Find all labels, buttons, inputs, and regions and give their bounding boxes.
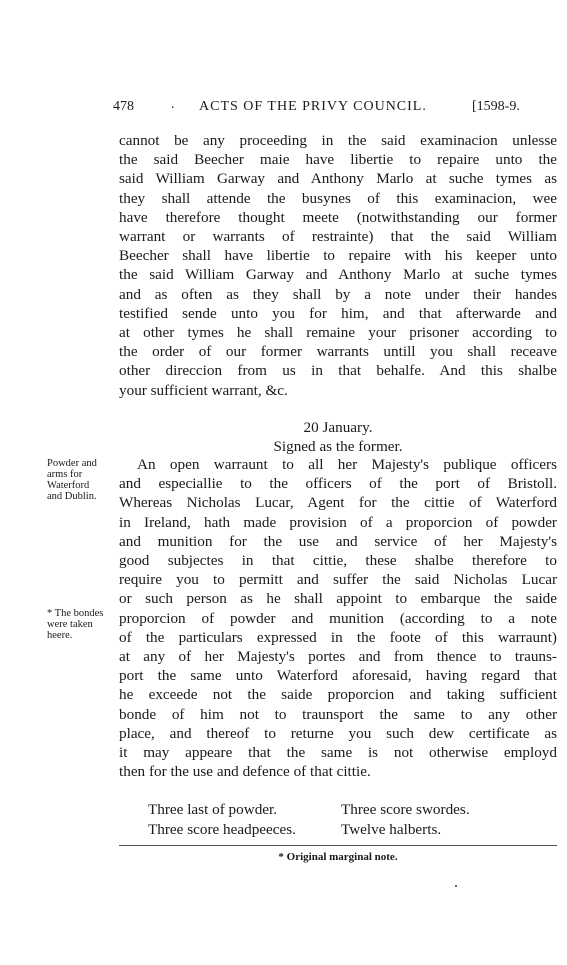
marginal-line: Powder and: [47, 458, 97, 469]
text-line: he exceede not the saide proporcion and taking sufficient: [119, 686, 557, 704]
text-line: port the same unto Waterford aforesaid, having regard that: [119, 667, 557, 685]
date-heading: 20 January.: [303, 419, 373, 436]
items-list: [148, 800, 548, 840]
text-line: Beecher shall have libertie to repaire with his keeper unto: [119, 247, 557, 265]
header-year: [1598-9.: [472, 99, 520, 114]
text-line: proporcion of powder and munition (according to a note: [119, 609, 557, 627]
text-line: other direccion from us in that behalfe. And this shalbe: [119, 362, 557, 380]
marginal-line: arms for: [47, 469, 83, 480]
signed-heading: Signed as the former.: [273, 438, 403, 455]
running-header: [113, 99, 558, 123]
text-line: it may appeare that the same is not otherwise employd: [119, 744, 557, 762]
footnote: * Original marginal note.: [278, 851, 398, 863]
marginal-line: heere.: [47, 630, 73, 641]
text-line: place, and thereof to returne you such dew certificate as: [119, 724, 557, 742]
text-line: and munition for the use and service of her Majesty's: [119, 532, 557, 550]
item: Twelve halberts.: [341, 821, 442, 838]
text-line: good subjectes in that cittie, these shalbe therefore to: [119, 552, 557, 570]
item: Three score headpeeces.: [148, 821, 296, 838]
item: Three score swordes.: [341, 801, 470, 818]
text-line: the said William Garway and Anthony Marlo at suche tymes: [119, 266, 557, 284]
text-line: the order of our former warrants untill you shall receave: [119, 343, 557, 361]
text-line: Whereas Nicholas Lucar, Agent for the cittie of Waterford: [119, 494, 557, 512]
marginal-line: and Dublin.: [47, 491, 97, 502]
paragraph-1: [119, 131, 557, 400]
print-speck: [455, 885, 457, 887]
item: Three last of powder.: [148, 801, 278, 818]
text-line: An open warraunt to all her Majesty's publique officers: [137, 456, 557, 473]
header-dot: .: [171, 97, 175, 112]
text-line: at other tymes he shall remaine your prisoner according to: [119, 324, 557, 342]
footnote-rule: [119, 845, 557, 846]
text-line: testified sende unto you for him, and that afterwarde and: [119, 304, 557, 322]
text-line: the said Beecher maie have libertie to repaire unto the: [119, 151, 557, 169]
text-line: said William Garway and Anthony Marlo at suche tymes as: [119, 170, 557, 188]
paragraph-2: [119, 455, 557, 781]
text-line: and especiallie to the officers of the port of Bristoll.: [119, 475, 557, 493]
text-line: warrant or warrants of restrainte) that the said William: [119, 228, 557, 246]
text-line: bonde of him not to traunsport the same to any other: [119, 705, 557, 723]
marginal-note-powder: [47, 458, 115, 502]
text-line: your sufficient warrant, &c.: [119, 381, 288, 399]
text-line: cannot be any proceeding in the said examinacion unlesse: [119, 132, 557, 149]
text-line: then for the use and defence of that cittie.: [119, 763, 371, 781]
marginal-line: Waterford: [47, 480, 90, 491]
page-number: 478: [113, 99, 134, 114]
text-line: have therefore thought meete (notwithstanding our former: [119, 208, 557, 226]
text-line: of the particulars expressed in the foote of this warraunt): [119, 628, 557, 646]
text-line: they shall attende the busynes of this examinacion, wee: [119, 189, 557, 207]
running-title: ACTS OF THE PRIVY COUNCIL.: [199, 99, 427, 114]
marginal-note-bondes: [47, 608, 115, 641]
text-line: in Ireland, hath made provision of a proporcion of powder: [119, 513, 557, 531]
items-row: [148, 820, 548, 840]
text-line: and as often as they shall by a note under their handes: [119, 285, 557, 303]
text-line: at any of her Majesty's portes and from thence to trauns-: [119, 648, 557, 666]
items-row: [148, 800, 548, 820]
text-line: or such person as he shall appoint to embarque the saide: [119, 590, 557, 608]
text-line: require you to permitt and suffer the said Nicholas Lucar: [119, 571, 557, 589]
marginal-line: * The bondes: [47, 608, 104, 619]
marginal-line: were taken: [47, 619, 93, 630]
